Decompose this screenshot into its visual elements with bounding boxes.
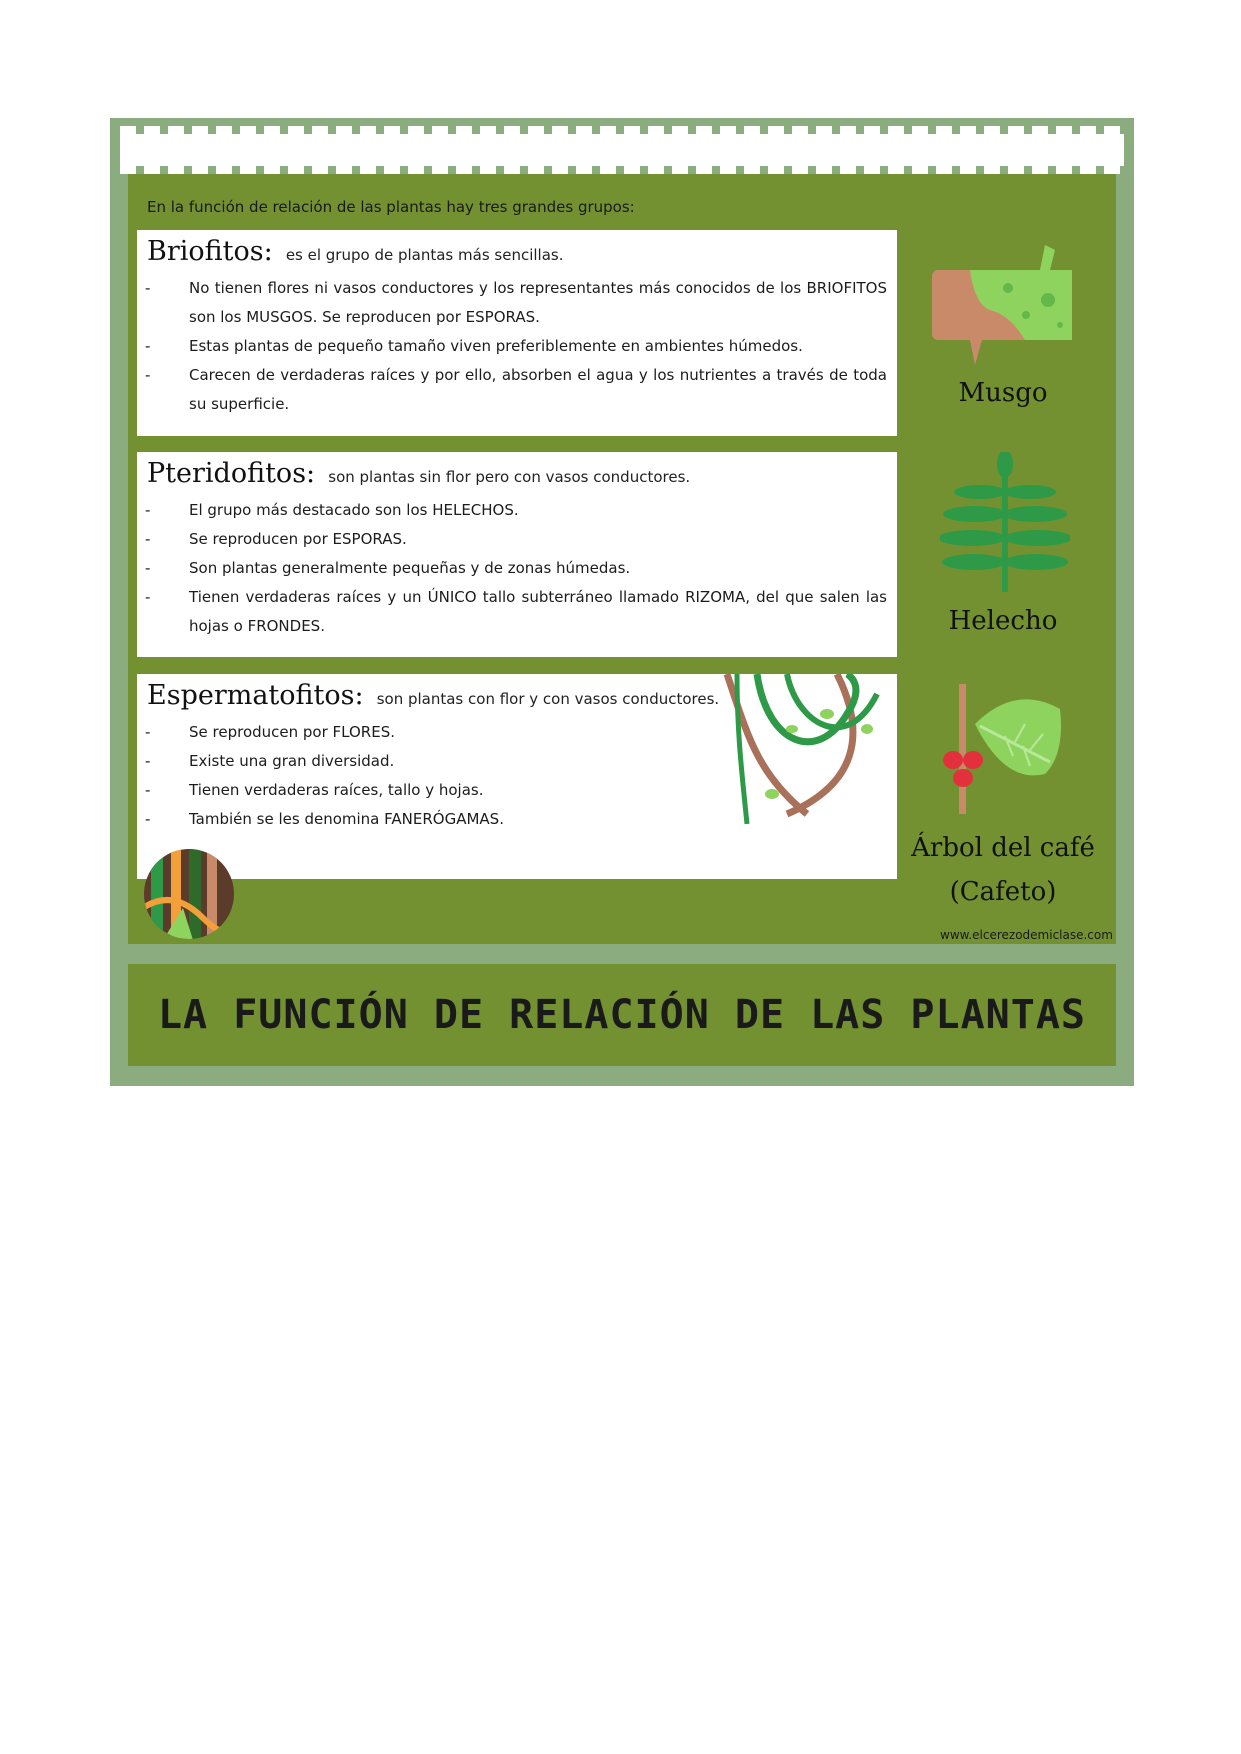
item-text: El grupo más destacado son los HELECHOS. xyxy=(189,501,519,519)
list-item xyxy=(137,361,887,419)
bullet-dash: - xyxy=(145,279,151,297)
bullet-dash: - xyxy=(145,501,151,519)
fern-icon xyxy=(940,452,1070,592)
group-description: son plantas sin flor pero con vasos conductores. xyxy=(328,468,691,486)
moss-label: Musgo xyxy=(958,378,1048,408)
website-credit: www.elcerezodemiclase.com xyxy=(940,928,1113,942)
card-espermatofitos xyxy=(137,674,897,879)
group-name: Pteridofitos: xyxy=(147,458,316,489)
card-header xyxy=(147,236,563,267)
item-list xyxy=(137,718,697,834)
group-name: Briofitos: xyxy=(147,236,273,267)
group-name: Espermatofitos: xyxy=(147,680,364,711)
bullet-dash: - xyxy=(145,530,151,548)
bullet-dash: - xyxy=(145,781,151,799)
item-text: También se les denomina FANERÓGAMAS. xyxy=(189,810,504,828)
coffee-label xyxy=(903,826,1103,914)
item-text: Carecen de verdaderas raíces y por ello, absorben el agua y los nutrientes a través de toda su superficie. xyxy=(189,366,887,413)
item-text: Son plantas generalmente pequeñas y de zonas húmedas. xyxy=(189,559,631,577)
jungle-badge-icon xyxy=(143,848,235,940)
coffee-label-line1: Árbol del café xyxy=(911,833,1095,863)
bullet-dash: - xyxy=(145,723,151,741)
moss-icon xyxy=(930,240,1080,370)
title-panel xyxy=(128,964,1116,1066)
bullet-dash: - xyxy=(145,366,151,384)
item-text: Estas plantas de pequeño tamaño viven preferiblemente en ambientes húmedos. xyxy=(189,337,803,355)
bullet-dash: - xyxy=(145,810,151,828)
group-description: es el grupo de plantas más sencillas. xyxy=(285,246,564,264)
card-header xyxy=(147,680,719,711)
bullet-dash: - xyxy=(145,752,151,770)
list-item xyxy=(137,805,697,834)
item-list xyxy=(137,274,887,419)
bullet-dash: - xyxy=(145,588,151,606)
item-list xyxy=(137,496,887,641)
item-text: Tienen verdaderas raíces, tallo y hojas. xyxy=(189,781,484,799)
coffee-label-line2: (Cafeto) xyxy=(949,877,1057,907)
bullet-dash: - xyxy=(145,559,151,577)
list-item xyxy=(137,718,697,747)
list-item xyxy=(137,747,697,776)
list-item xyxy=(137,776,697,805)
fern-label: Helecho xyxy=(948,606,1058,636)
torn-paper-strip xyxy=(120,130,1124,170)
list-item xyxy=(137,274,887,332)
item-text: Se reproducen por FLORES. xyxy=(189,723,395,741)
card-pteridofitos xyxy=(137,452,897,657)
deckle-edge xyxy=(120,166,1124,174)
list-item xyxy=(137,525,887,554)
item-text: Se reproducen por ESPORAS. xyxy=(189,530,407,548)
list-item xyxy=(137,583,887,641)
list-item xyxy=(137,496,887,525)
vines-icon xyxy=(717,674,897,824)
group-description: son plantas con flor y con vasos conductores. xyxy=(376,690,720,708)
item-text: Tienen verdaderas raíces y un ÚNICO tallo subterráneo llamado RIZOMA, del que salen las hojas o FRONDES. xyxy=(189,588,887,635)
coffee-plant-icon xyxy=(935,684,1075,814)
bullet-dash: - xyxy=(145,337,151,355)
list-item xyxy=(137,554,887,583)
intro-text: En la función de relación de las plantas hay tres grandes grupos: xyxy=(147,198,635,216)
list-item xyxy=(137,332,887,361)
poster-title: LA FUNCIÓN DE RELACIÓN DE LAS PLANTAS xyxy=(157,992,1087,1038)
card-header xyxy=(147,458,690,489)
card-briofitos xyxy=(137,230,897,436)
item-text: Existe una gran diversidad. xyxy=(189,752,395,770)
deckle-edge xyxy=(120,126,1124,134)
item-text: No tienen flores ni vasos conductores y los representantes más conocidos de los BRIOFITOS son los MUSGOS. Se reproducen por ESPORAS. xyxy=(189,279,887,326)
